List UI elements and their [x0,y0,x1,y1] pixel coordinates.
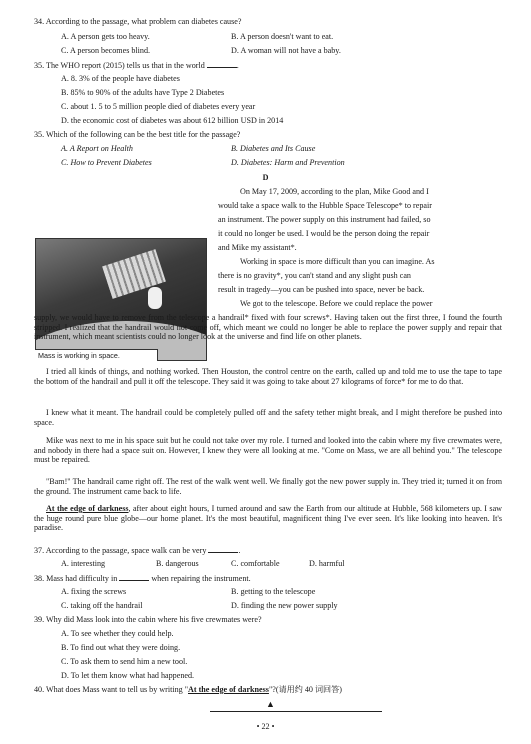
question-35-stem: 35. The WHO report (2015) tells us that in the world . [34,61,239,70]
question-40-quote: At the edge of darkness [188,685,269,694]
answer-blank [119,573,149,581]
passage-p1-line-3: an instrument. The power supply on this instrument had failed, so [218,215,431,224]
space-walk-photo [35,238,207,361]
question-38-option-a: A. fixing the screws [61,587,127,596]
passage-p8 [34,504,502,533]
question-38-option-b: B. getting to the telescope [231,587,316,596]
question-35b-option-a: A. A Report on Health [61,144,133,153]
question-38-stem-pre: 38. Mass had difficulty in [34,574,118,583]
astronaut-figure [148,287,162,309]
question-39-option-b: B. To find out what they were doing. [61,643,181,652]
question-38-stem-post: when repairing the instrument. [151,574,251,583]
question-35b-option-d: D. Diabetes: Harm and Prevention [231,158,345,167]
section-title: D [262,173,269,182]
question-39-stem: 39. Why did Mass look into the cabin where his five crewmates were? [34,615,262,624]
passage-p7: "Bam!" The handrail came right off. The rest of the walk went well. We finally got the new power supply in. They tried it; turned it on from the ground. The instrument came back to life. [34,477,502,496]
passage-p3-start: We got to the telescope. Before we could replace the power [240,299,433,308]
passage-p6: Mike was next to me in his space suit but he could not take over my role. I turned and looked into the cabin where my five crewmates were, and nobody in there had a space suit on. However, I knew they were all looking at me. "Come on Mass, we are all behind you." The telescope must be repaired. [34,436,502,465]
passage-p2-line-3: result in tragedy—you can be pushed into space, never be back. [218,285,425,294]
question-35-option-d: D. the economic cost of diabetes was about 612 billion USD in 2014 [61,116,284,125]
question-37-option-c: C. comfortable [231,559,280,568]
question-39-option-a: A. To see whether they could help. [61,629,174,638]
question-35-stem-text: 35. The WHO report (2015) tells us that in the world [34,61,205,70]
question-37-stem: 37. According to the passage, space walk can be very . [34,546,241,555]
question-34-stem: 34. According to the passage, what problem can diabetes cause? [34,17,242,26]
passage-p2-line-2: there is no gravity*, you can't stand and any slight push can [218,271,411,280]
passage-p1-line-1: On May 17, 2009, according to the plan, Mike Good and I [240,187,429,196]
question-40-stem-pre: 40. What does Mass want to tell us by writing " [34,685,188,694]
passage-p8-underlined: At the edge of darkness [46,504,129,513]
question-35-option-c: C. about 1. 5 to 5 million people died of diabetes every year [61,102,256,111]
question-35-option-a: A. 8. 3% of the people have diabetes [61,74,180,83]
question-37-option-a: A. interesting [61,559,106,568]
passage-p8-rest: , after about eight hours, I turned around and saw the Earth from our altitude at Hubble, 568 kilometers up. I saw the huge round pure blue globe—our home planet. It's the most beautiful, magnificent thing I've ever seen. It's like looking into heaven. It's paradise. [34,504,503,533]
question-39-option-d: D. To let them know what had happened. [61,671,195,680]
question-34-option-b: B. A person doesn't want to eat. [231,32,334,41]
question-35-option-b: B. 85% to 90% of the adults have Type 2 Diabetes [61,88,225,97]
answer-marker-icon: ▲ [266,699,275,709]
passage-p5: I knew what it meant. The handrail could be completely pulled off and the safety tether might break, and I might therefore be pushed into space. [34,408,502,427]
question-35b-stem: 35. Which of the following can be the best title for the passage? [34,130,241,139]
question-37-stem-text: 37. According to the passage, space walk can be very [34,546,207,555]
passage-p2-line-1: Working in space is more difficult than you can imagine. As [240,257,435,266]
question-35b-option-b: B. Diabetes and Its Cause [231,144,316,153]
question-40-stem-post: "?(请用约 40 词回答) [268,685,342,694]
passage-p1-line-2: would take a space walk to the Hubble Space Telescope* to repair [218,201,432,210]
question-39-option-c: C. To ask them to send him a new tool. [61,657,188,666]
photo-caption: Mass is working in space. [35,349,158,361]
answer-line[interactable] [210,711,382,712]
question-34-option-c: C. A person becomes blind. [61,46,151,55]
passage-p1-line-4: it could no longer be used. I would be the person doing the repair [218,229,430,238]
question-38-option-c: C. taking off the handrail [61,601,143,610]
question-40-stem [34,685,342,695]
answer-blank [207,60,237,68]
passage-p1-line-5: and Mike my assistant*. [218,243,297,252]
question-38-option-d: D. finding the new power supply [231,601,338,610]
question-37-option-b: B. dangerous [156,559,199,568]
answer-blank [208,545,238,553]
question-34-option-d: D. A woman will not have a baby. [231,46,341,55]
question-34-option-a: A. A person gets too heavy. [61,32,150,41]
passage-p4: I tried all kinds of things, and nothing worked. Then Houston, the control centre on the earth, called up and told me to use the tape to tape the bottom of the handrail and pull it off the telescope. They said it was going to take about 27 kilograms of force* for me to do that. [34,367,502,386]
question-35b-option-c: C. How to Prevent Diabetes [61,158,152,167]
question-37-option-d: D. harmful [309,559,345,568]
question-38-stem [34,573,251,584]
page-number: • 22 • [256,722,275,731]
passage-p3-body: supply, we would have to remove from the telescope a handrail* fixed with four screws*. Having taken out the first three, I found the fourth stripped. I realized that the handrail would not come off, which meant we could no longer be able to replace the power supply and repair that instrument, which meant scientists could no longer look at the universe and find life on other planets. [34,313,502,342]
